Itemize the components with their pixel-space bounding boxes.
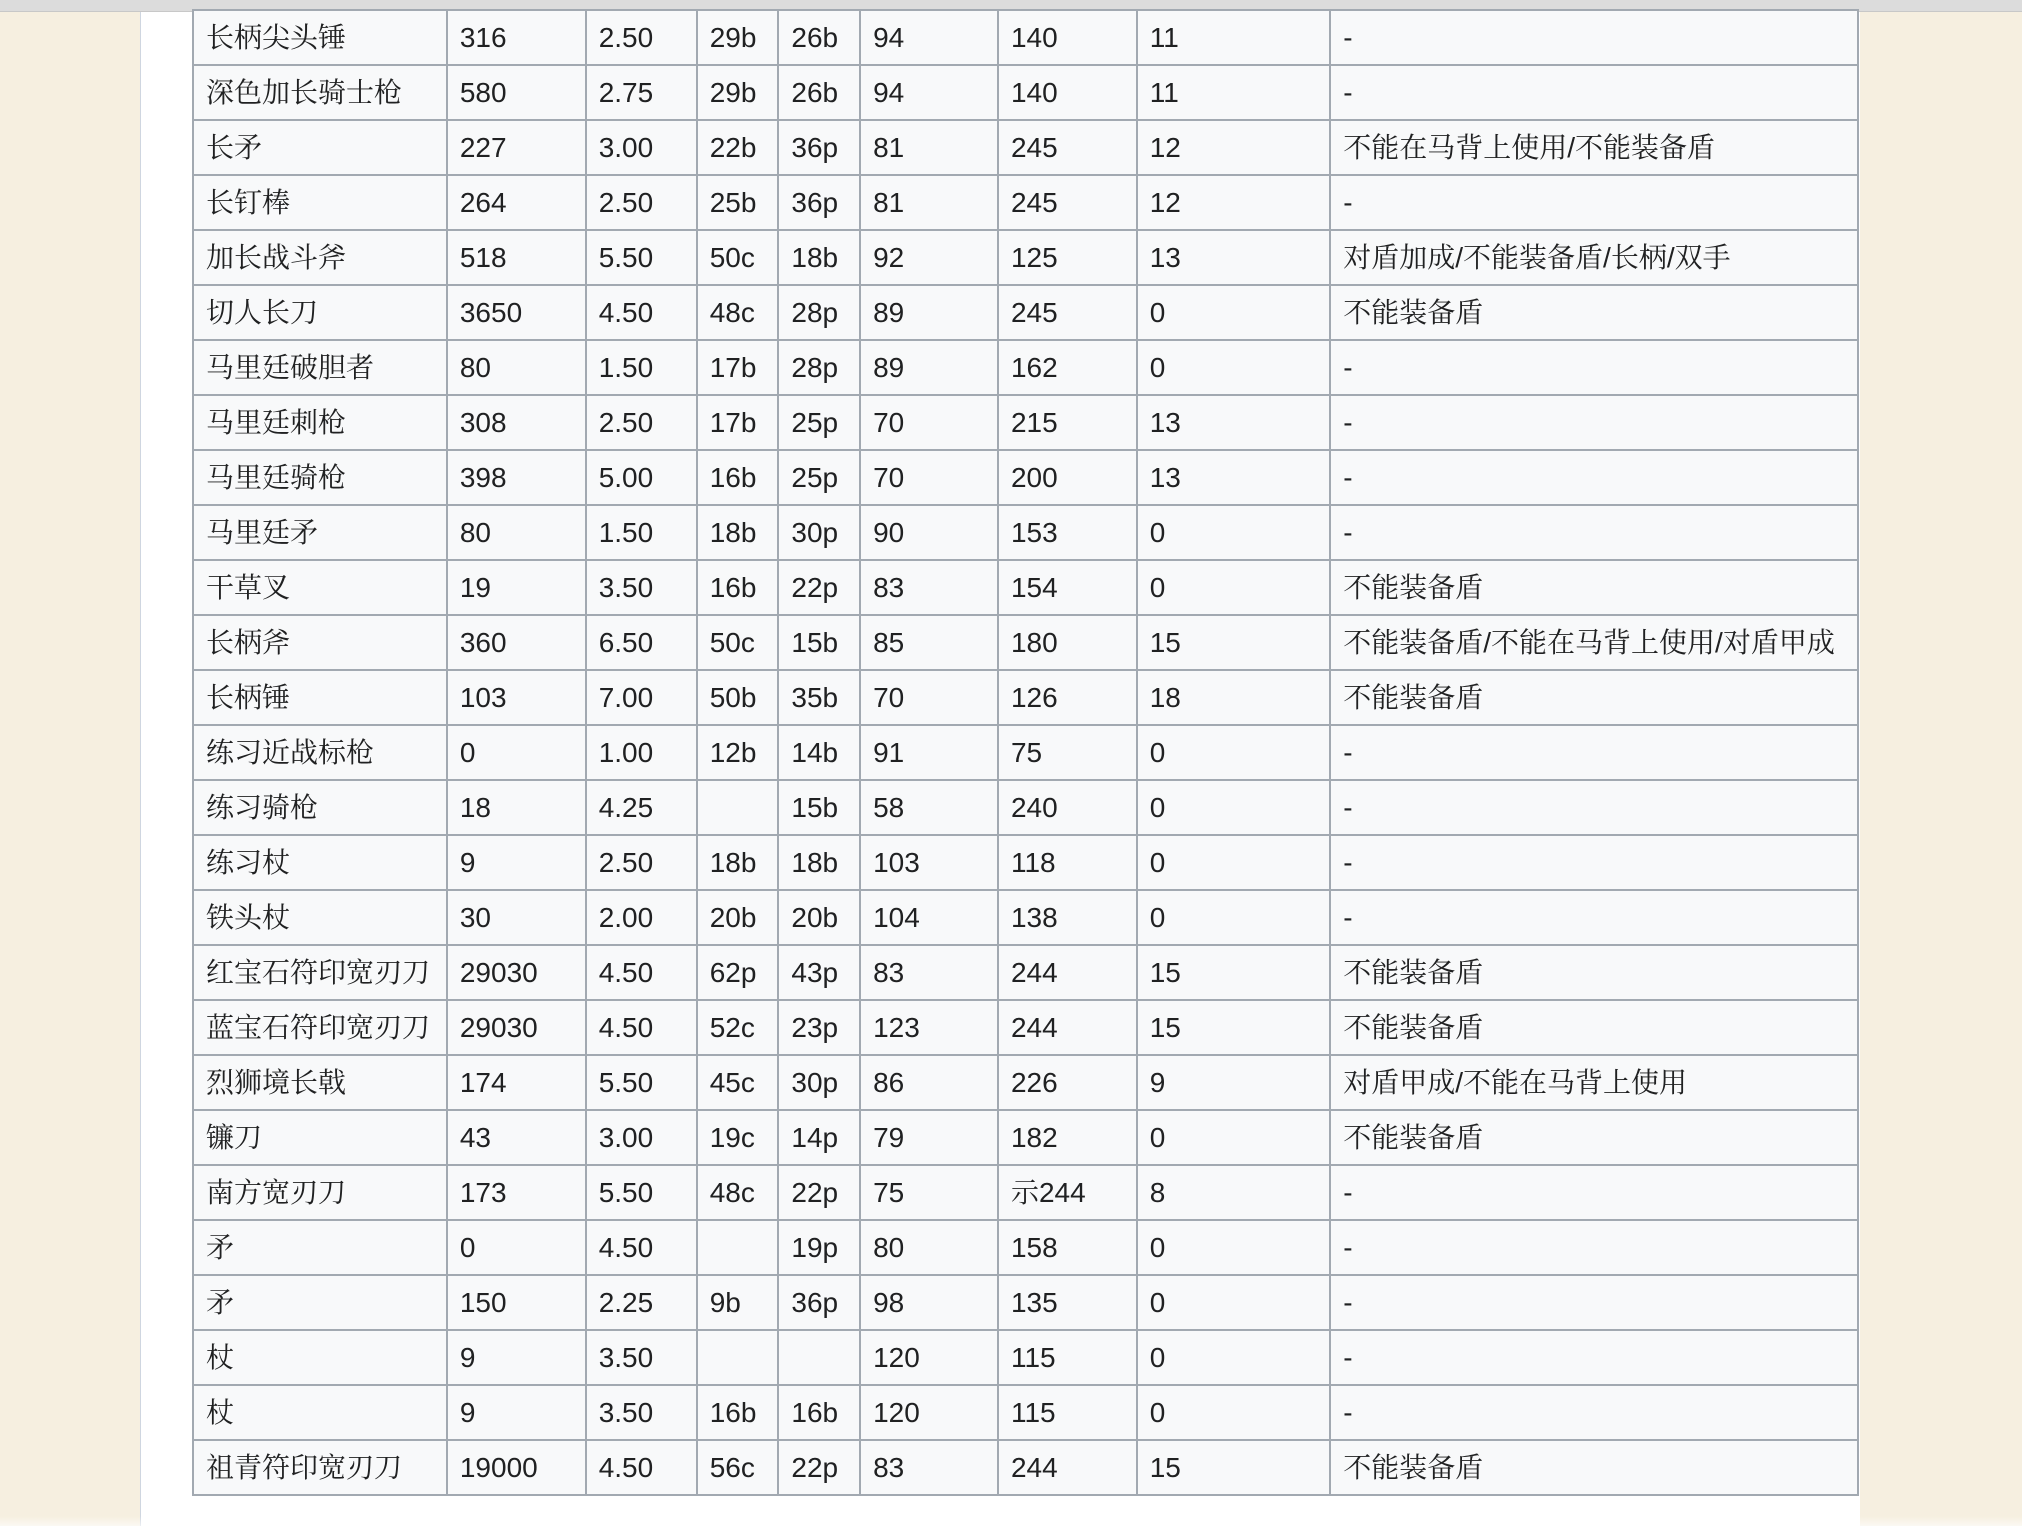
cell-price: 518 (447, 230, 586, 285)
cell-price: 316 (447, 10, 586, 65)
cell-damage-swing (697, 1330, 779, 1385)
cell-price: 174 (447, 1055, 586, 1110)
cell-notes: - (1330, 395, 1858, 450)
cell-weight: 2.50 (586, 835, 697, 890)
cell-name: 练习近战标枪 (193, 725, 447, 780)
cell-speed: 81 (860, 175, 998, 230)
cell-speed: 86 (860, 1055, 998, 1110)
cell-damage-swing (697, 780, 779, 835)
cell-damage-thrust: 22p (778, 1165, 860, 1220)
cell-name: 深色加长骑士枪 (193, 65, 447, 120)
cell-speed: 98 (860, 1275, 998, 1330)
cell-requirement: 11 (1137, 10, 1331, 65)
cell-weight: 4.50 (586, 1440, 697, 1495)
cell-requirement: 0 (1137, 1110, 1331, 1165)
cell-name: 练习骑枪 (193, 780, 447, 835)
cell-length: 138 (998, 890, 1137, 945)
cell-speed: 70 (860, 450, 998, 505)
weapon-table (192, 9, 1859, 1496)
cell-requirement: 0 (1137, 285, 1331, 340)
cell-damage-swing: 22b (697, 120, 779, 175)
cell-price: 0 (447, 1220, 586, 1275)
cell-speed: 120 (860, 1330, 998, 1385)
cell-damage-swing: 56c (697, 1440, 779, 1495)
cell-name: 长柄尖头锤 (193, 10, 447, 65)
table-row (193, 1385, 1858, 1440)
cell-length: 115 (998, 1330, 1137, 1385)
cell-speed: 91 (860, 725, 998, 780)
cell-notes: 不能装备盾 (1330, 670, 1858, 725)
cell-damage-thrust (778, 1330, 860, 1385)
table-row (193, 780, 1858, 835)
cell-damage-thrust: 36p (778, 120, 860, 175)
cell-requirement: 11 (1137, 65, 1331, 120)
cell-price: 360 (447, 615, 586, 670)
cell-damage-thrust: 20b (778, 890, 860, 945)
cell-length: 示244 (998, 1165, 1137, 1220)
cell-notes: - (1330, 1330, 1858, 1385)
cell-requirement: 0 (1137, 340, 1331, 395)
cell-requirement: 8 (1137, 1165, 1331, 1220)
table-row (193, 615, 1858, 670)
cell-price: 19 (447, 560, 586, 615)
cell-weight: 2.50 (586, 175, 697, 230)
table-row (193, 1220, 1858, 1275)
cell-damage-swing: 9b (697, 1275, 779, 1330)
left-margin-panel (0, 12, 141, 1526)
cell-notes: - (1330, 1165, 1858, 1220)
cell-notes: - (1330, 835, 1858, 890)
cell-notes: - (1330, 1385, 1858, 1440)
cell-requirement: 12 (1137, 175, 1331, 230)
cell-notes: - (1330, 340, 1858, 395)
cell-notes: 不能装备盾 (1330, 1440, 1858, 1495)
cell-price: 103 (447, 670, 586, 725)
weapon-table-wrapper (192, 9, 1859, 1496)
cell-name: 切人长刀 (193, 285, 447, 340)
cell-speed: 83 (860, 1440, 998, 1495)
cell-weight: 4.50 (586, 285, 697, 340)
table-row (193, 505, 1858, 560)
table-row (193, 1440, 1858, 1495)
cell-price: 29030 (447, 945, 586, 1000)
cell-name: 杖 (193, 1330, 447, 1385)
cell-damage-thrust: 14p (778, 1110, 860, 1165)
cell-requirement: 0 (1137, 835, 1331, 890)
cell-length: 244 (998, 1440, 1137, 1495)
cell-speed: 70 (860, 395, 998, 450)
table-row (193, 725, 1858, 780)
cell-notes: 对盾甲成/不能在马背上使用 (1330, 1055, 1858, 1110)
cell-name: 干草叉 (193, 560, 447, 615)
cell-length: 125 (998, 230, 1137, 285)
cell-notes: 不能装备盾 (1330, 560, 1858, 615)
cell-requirement: 0 (1137, 1385, 1331, 1440)
cell-length: 240 (998, 780, 1137, 835)
cell-price: 80 (447, 340, 586, 395)
cell-damage-thrust: 18b (778, 230, 860, 285)
cell-damage-swing: 16b (697, 1385, 779, 1440)
table-row (193, 450, 1858, 505)
cell-speed: 58 (860, 780, 998, 835)
cell-requirement: 9 (1137, 1055, 1331, 1110)
cell-damage-thrust: 26b (778, 10, 860, 65)
cell-weight: 4.25 (586, 780, 697, 835)
cell-name: 马里廷刺枪 (193, 395, 447, 450)
cell-weight: 1.50 (586, 340, 697, 395)
cell-price: 9 (447, 1385, 586, 1440)
cell-requirement: 15 (1137, 615, 1331, 670)
cell-notes: - (1330, 890, 1858, 945)
cell-damage-swing: 16b (697, 560, 779, 615)
cell-weight: 3.50 (586, 1330, 697, 1385)
cell-speed: 83 (860, 560, 998, 615)
cell-damage-thrust: 35b (778, 670, 860, 725)
cell-notes: - (1330, 780, 1858, 835)
table-row (193, 120, 1858, 175)
table-row (193, 835, 1858, 890)
cell-speed: 75 (860, 1165, 998, 1220)
cell-name: 马里廷破胆者 (193, 340, 447, 395)
cell-weight: 3.00 (586, 1110, 697, 1165)
cell-price: 173 (447, 1165, 586, 1220)
cell-speed: 103 (860, 835, 998, 890)
cell-notes: 不能装备盾 (1330, 1000, 1858, 1055)
cell-requirement: 0 (1137, 1220, 1331, 1275)
cell-requirement: 0 (1137, 725, 1331, 780)
cell-damage-swing: 50b (697, 670, 779, 725)
cell-speed: 83 (860, 945, 998, 1000)
cell-name: 杖 (193, 1385, 447, 1440)
cell-length: 135 (998, 1275, 1137, 1330)
cell-speed: 120 (860, 1385, 998, 1440)
cell-length: 200 (998, 450, 1137, 505)
cell-length: 245 (998, 120, 1137, 175)
cell-damage-thrust: 30p (778, 505, 860, 560)
cell-damage-swing: 45c (697, 1055, 779, 1110)
cell-notes: - (1330, 1275, 1858, 1330)
cell-length: 215 (998, 395, 1137, 450)
cell-damage-thrust: 22p (778, 1440, 860, 1495)
cell-price: 29030 (447, 1000, 586, 1055)
cell-length: 158 (998, 1220, 1137, 1275)
cell-name: 长钉棒 (193, 175, 447, 230)
cell-notes: 不能装备盾 (1330, 285, 1858, 340)
cell-requirement: 0 (1137, 505, 1331, 560)
cell-speed: 89 (860, 285, 998, 340)
cell-name: 练习杖 (193, 835, 447, 890)
cell-notes: - (1330, 450, 1858, 505)
table-row (193, 395, 1858, 450)
cell-notes: 不能装备盾 (1330, 945, 1858, 1000)
cell-requirement: 13 (1137, 395, 1331, 450)
cell-damage-swing: 18b (697, 835, 779, 890)
cell-speed: 94 (860, 65, 998, 120)
cell-notes: - (1330, 1220, 1858, 1275)
table-row (193, 1330, 1858, 1385)
cell-name: 红宝石符印宽刃刀 (193, 945, 447, 1000)
cell-length: 140 (998, 10, 1137, 65)
cell-notes: - (1330, 175, 1858, 230)
cell-damage-swing: 16b (697, 450, 779, 505)
cell-speed: 90 (860, 505, 998, 560)
cell-price: 150 (447, 1275, 586, 1330)
cell-requirement: 18 (1137, 670, 1331, 725)
cell-speed: 92 (860, 230, 998, 285)
cell-length: 126 (998, 670, 1137, 725)
cell-weight: 5.00 (586, 450, 697, 505)
cell-damage-thrust: 36p (778, 175, 860, 230)
cell-notes: 不能装备盾/不能在马背上使用/对盾甲成 (1330, 615, 1858, 670)
cell-price: 398 (447, 450, 586, 505)
cell-damage-swing: 18b (697, 505, 779, 560)
cell-name: 祖青符印宽刃刀 (193, 1440, 447, 1495)
table-row (193, 560, 1858, 615)
cell-weight: 2.50 (586, 395, 697, 450)
cell-damage-swing: 29b (697, 10, 779, 65)
cell-name: 镰刀 (193, 1110, 447, 1165)
cell-weight: 5.50 (586, 1165, 697, 1220)
cell-damage-swing: 29b (697, 65, 779, 120)
weapon-table-body (193, 10, 1858, 1495)
cell-weight: 2.00 (586, 890, 697, 945)
cell-notes: 对盾加成/不能装备盾/长柄/双手 (1330, 230, 1858, 285)
cell-weight: 3.00 (586, 120, 697, 175)
cell-damage-thrust: 14b (778, 725, 860, 780)
cell-name: 南方宽刃刀 (193, 1165, 447, 1220)
cell-name: 长柄锤 (193, 670, 447, 725)
cell-requirement: 0 (1137, 890, 1331, 945)
cell-length: 180 (998, 615, 1137, 670)
cell-requirement: 13 (1137, 230, 1331, 285)
cell-requirement: 0 (1137, 1275, 1331, 1330)
cell-notes: - (1330, 725, 1858, 780)
cell-damage-thrust: 22p (778, 560, 860, 615)
cell-name: 烈狮境长戟 (193, 1055, 447, 1110)
cell-name: 铁头杖 (193, 890, 447, 945)
cell-weight: 5.50 (586, 230, 697, 285)
cell-price: 308 (447, 395, 586, 450)
table-row (193, 1110, 1858, 1165)
cell-damage-thrust: 23p (778, 1000, 860, 1055)
cell-speed: 89 (860, 340, 998, 395)
bottom-fade (0, 1516, 2022, 1526)
cell-length: 115 (998, 1385, 1137, 1440)
cell-weight: 5.50 (586, 1055, 697, 1110)
cell-length: 162 (998, 340, 1137, 395)
cell-length: 75 (998, 725, 1137, 780)
cell-damage-thrust: 36p (778, 1275, 860, 1330)
cell-damage-thrust: 25p (778, 450, 860, 505)
cell-damage-swing: 62p (697, 945, 779, 1000)
cell-damage-thrust: 30p (778, 1055, 860, 1110)
cell-weight: 3.50 (586, 560, 697, 615)
cell-name: 矛 (193, 1275, 447, 1330)
cell-price: 3650 (447, 285, 586, 340)
cell-speed: 80 (860, 1220, 998, 1275)
table-row (193, 230, 1858, 285)
table-row (193, 1275, 1858, 1330)
cell-requirement: 0 (1137, 780, 1331, 835)
cell-notes: 不能在马背上使用/不能装备盾 (1330, 120, 1858, 175)
cell-price: 19000 (447, 1440, 586, 1495)
cell-requirement: 15 (1137, 1000, 1331, 1055)
cell-damage-thrust: 26b (778, 65, 860, 120)
cell-damage-thrust: 43p (778, 945, 860, 1000)
table-row (193, 945, 1858, 1000)
cell-requirement: 15 (1137, 1440, 1331, 1495)
cell-weight: 4.50 (586, 945, 697, 1000)
cell-weight: 6.50 (586, 615, 697, 670)
cell-name: 马里廷骑枪 (193, 450, 447, 505)
table-row (193, 670, 1858, 725)
cell-speed: 70 (860, 670, 998, 725)
cell-damage-thrust: 28p (778, 285, 860, 340)
cell-length: 244 (998, 1000, 1137, 1055)
cell-price: 43 (447, 1110, 586, 1165)
cell-length: 140 (998, 65, 1137, 120)
table-row (193, 1055, 1858, 1110)
cell-weight: 3.50 (586, 1385, 697, 1440)
cell-price: 9 (447, 1330, 586, 1385)
cell-damage-thrust: 15b (778, 780, 860, 835)
cell-damage-swing: 12b (697, 725, 779, 780)
cell-damage-swing: 25b (697, 175, 779, 230)
cell-speed: 85 (860, 615, 998, 670)
cell-price: 9 (447, 835, 586, 890)
cell-length: 245 (998, 285, 1137, 340)
cell-speed: 123 (860, 1000, 998, 1055)
cell-requirement: 13 (1137, 450, 1331, 505)
cell-length: 244 (998, 945, 1137, 1000)
table-row (193, 65, 1858, 120)
cell-price: 0 (447, 725, 586, 780)
cell-damage-swing: 20b (697, 890, 779, 945)
cell-price: 264 (447, 175, 586, 230)
page-content (141, 12, 1860, 1526)
cell-length: 226 (998, 1055, 1137, 1110)
table-row (193, 1165, 1858, 1220)
cell-damage-swing: 19c (697, 1110, 779, 1165)
table-row (193, 10, 1858, 65)
cell-weight: 2.50 (586, 10, 697, 65)
cell-price: 30 (447, 890, 586, 945)
cell-requirement: 15 (1137, 945, 1331, 1000)
cell-notes: 不能装备盾 (1330, 1110, 1858, 1165)
cell-damage-thrust: 16b (778, 1385, 860, 1440)
table-row (193, 890, 1858, 945)
table-row (193, 285, 1858, 340)
cell-damage-swing (697, 1220, 779, 1275)
cell-damage-thrust: 15b (778, 615, 860, 670)
cell-length: 153 (998, 505, 1137, 560)
cell-damage-swing: 17b (697, 395, 779, 450)
table-row (193, 175, 1858, 230)
cell-damage-swing: 48c (697, 285, 779, 340)
cell-damage-swing: 17b (697, 340, 779, 395)
cell-speed: 79 (860, 1110, 998, 1165)
cell-damage-swing: 52c (697, 1000, 779, 1055)
cell-weight: 2.75 (586, 65, 697, 120)
cell-requirement: 0 (1137, 560, 1331, 615)
cell-name: 蓝宝石符印宽刃刀 (193, 1000, 447, 1055)
cell-weight: 1.50 (586, 505, 697, 560)
cell-weight: 2.25 (586, 1275, 697, 1330)
cell-name: 矛 (193, 1220, 447, 1275)
cell-length: 245 (998, 175, 1137, 230)
cell-price: 580 (447, 65, 586, 120)
cell-damage-thrust: 19p (778, 1220, 860, 1275)
cell-damage-thrust: 28p (778, 340, 860, 395)
cell-length: 182 (998, 1110, 1137, 1165)
cell-weight: 7.00 (586, 670, 697, 725)
table-row (193, 340, 1858, 395)
cell-damage-swing: 50c (697, 230, 779, 285)
cell-damage-thrust: 25p (778, 395, 860, 450)
cell-price: 80 (447, 505, 586, 560)
cell-requirement: 0 (1137, 1330, 1331, 1385)
cell-weight: 1.00 (586, 725, 697, 780)
cell-weight: 4.50 (586, 1000, 697, 1055)
right-margin-panel (1860, 12, 2022, 1526)
cell-name: 长柄斧 (193, 615, 447, 670)
cell-name: 长矛 (193, 120, 447, 175)
cell-name: 马里廷矛 (193, 505, 447, 560)
cell-name: 加长战斗斧 (193, 230, 447, 285)
cell-damage-swing: 48c (697, 1165, 779, 1220)
cell-speed: 104 (860, 890, 998, 945)
cell-notes: - (1330, 505, 1858, 560)
cell-speed: 81 (860, 120, 998, 175)
cell-price: 227 (447, 120, 586, 175)
cell-weight: 4.50 (586, 1220, 697, 1275)
cell-notes: - (1330, 65, 1858, 120)
cell-requirement: 12 (1137, 120, 1331, 175)
table-row (193, 1000, 1858, 1055)
cell-length: 118 (998, 835, 1137, 890)
cell-price: 18 (447, 780, 586, 835)
cell-length: 154 (998, 560, 1137, 615)
cell-speed: 94 (860, 10, 998, 65)
cell-damage-swing: 50c (697, 615, 779, 670)
cell-notes: - (1330, 10, 1858, 65)
cell-damage-thrust: 18b (778, 835, 860, 890)
